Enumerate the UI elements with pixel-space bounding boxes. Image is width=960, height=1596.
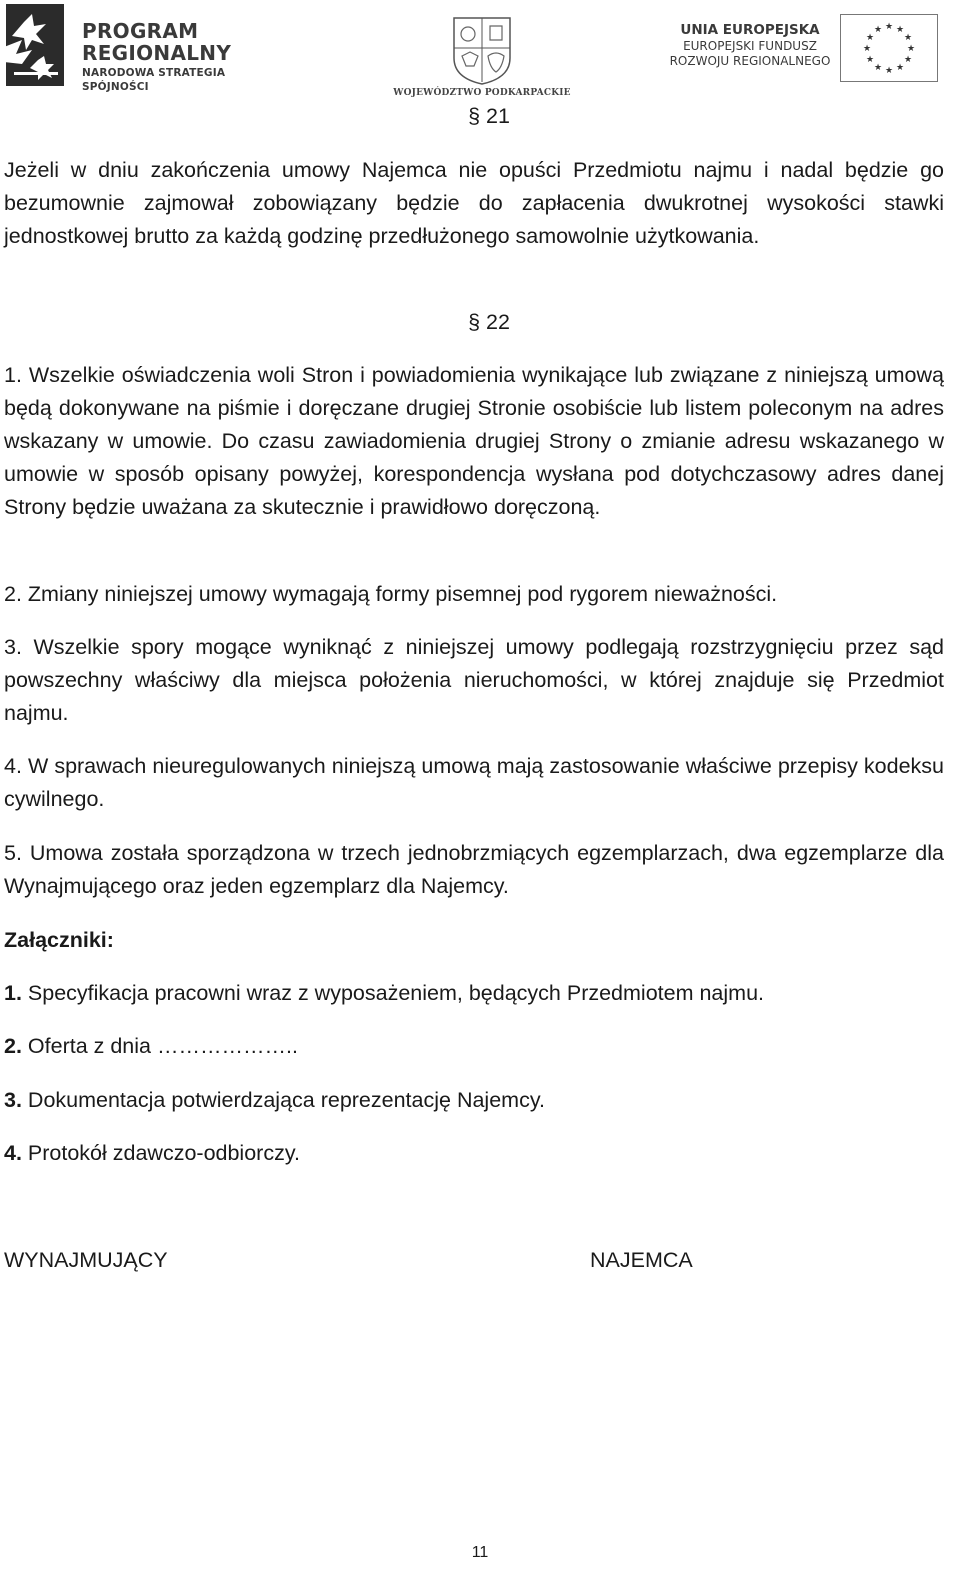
attachment-item (4, 1137, 944, 1170)
svg-text:★: ★ (895, 63, 905, 73)
section-21-title: § 21 (468, 104, 510, 128)
attachments-heading: Załączniki: (4, 928, 114, 952)
signature-landlord: WYNAJMUJĄCY (4, 1248, 168, 1272)
program-regionalny-text (82, 20, 274, 94)
section-21-text: Jeżeli w dniu zakończenia umowy Najemca nie opuści Przedmiotu najmu i nadal będzie go bezumownie zajmował zobowiązany będzie do zapłacenia dwukrotnej wysokości stawki jednostkowej brutto za każdą godzinę przedłużonego samowolnie użytkowania. (4, 158, 944, 248)
svg-text:★: ★ (906, 44, 916, 54)
eu-logo (665, 12, 955, 82)
page-number: 11 (471, 1544, 489, 1561)
eu-line-2: EUROPEJSKI FUNDUSZ (683, 39, 817, 53)
signature-tenant: NAJEMCA (590, 1248, 693, 1272)
svg-text:★: ★ (903, 33, 913, 43)
attachment-text: Specyfikacja pracowni wraz z wyposażeniem, będących Przedmiotem najmu. (21, 981, 765, 1005)
section-22-paragraph-5: 5. Umowa została sporządzona w trzech jednobrzmiących egzemplarzach, dwa egzemplarze dla Wynajmującego oraz jeden egzemplarz dla Najemcy. (4, 841, 944, 898)
svg-text:★: ★ (903, 55, 913, 65)
program-line-2: REGIONALNY (82, 41, 232, 65)
svg-text:★: ★ (884, 66, 894, 76)
section-22-title: § 22 (468, 310, 510, 334)
attachment-text: Protokół zdawczo-odbiorczy. (21, 1141, 300, 1165)
attachment-number: 4. (4, 1141, 22, 1165)
attachment-item (4, 1030, 944, 1063)
program-line-3: NARODOWA STRATEGIA SPÓJNOŚCI (82, 67, 226, 93)
attachment-item (4, 1084, 944, 1117)
program-line-1: PROGRAM (82, 19, 199, 43)
page-header (0, 0, 960, 100)
attachment-number: 2. (4, 1034, 22, 1058)
eu-flag (840, 14, 938, 82)
coat-of-arms-icon (392, 14, 572, 86)
eu-line-3: ROZWOJU REGIONALNEGO (669, 54, 831, 68)
eu-stars-icon (841, 15, 937, 81)
svg-text:★: ★ (895, 25, 905, 35)
section-22-paragraph-2: 2. Zmiany niniejszej umowy wymagają formy pisemnej pod rygorem nieważności. (4, 582, 778, 606)
svg-text:★: ★ (865, 55, 875, 65)
attachment-item (4, 977, 944, 1010)
attachment-number: 1. (4, 981, 22, 1005)
svg-text:★: ★ (873, 63, 883, 73)
attachment-text: Dokumentacja potwierdzająca reprezentację Najemcy. (21, 1088, 545, 1112)
section-22-paragraph-4: 4. W sprawach nieuregulowanych niniejszą umową mają zastosowanie właściwe przepisy kodeksu cywilnego. (4, 754, 944, 811)
svg-text:★: ★ (884, 22, 894, 32)
svg-text:★: ★ (865, 33, 875, 43)
attachment-text: Oferta z dnia ……………….. (21, 1034, 298, 1058)
program-regionalny-emblem-icon (4, 2, 76, 88)
svg-text:★: ★ (862, 44, 872, 54)
podkarpackie-logo (392, 14, 572, 100)
program-regionalny-logo (4, 2, 274, 93)
section-22-paragraph-1: 1. Wszelkie oświadczenia woli Stron i powiadomienia wynikające lub związane z niniejszą umową będą dokonywane na piśmie i doręczane drugiej Stronie osobiście lub listem poleconym na adres wskazany w umowie. Do czasu zawiadomienia drugiej Strony o zmianie adresu wskazanego w umowie w sposób opisany powyżej, korespondencja wysłana pod dotychczasowy adres danej Strony będzie uważana za skutecznie i prawidłowo doręczoną. (4, 363, 944, 519)
eu-text (665, 22, 835, 69)
svg-text:★: ★ (873, 25, 883, 35)
voivodeship-name: WOJEWÓDZTWO PODKARPACKIE (393, 88, 571, 98)
section-22-paragraph-3: 3. Wszelkie spory mogące wyniknąć z niniejszej umowy podlegają rozstrzygnięciu przez sąd powszechny właściwy dla miejsca położenia nieruchomości, w której znajduje się Przedmiot najmu. (4, 635, 944, 725)
attachment-number: 3. (4, 1088, 22, 1112)
eu-line-1: UNIA EUROPEJSKA (680, 22, 820, 38)
